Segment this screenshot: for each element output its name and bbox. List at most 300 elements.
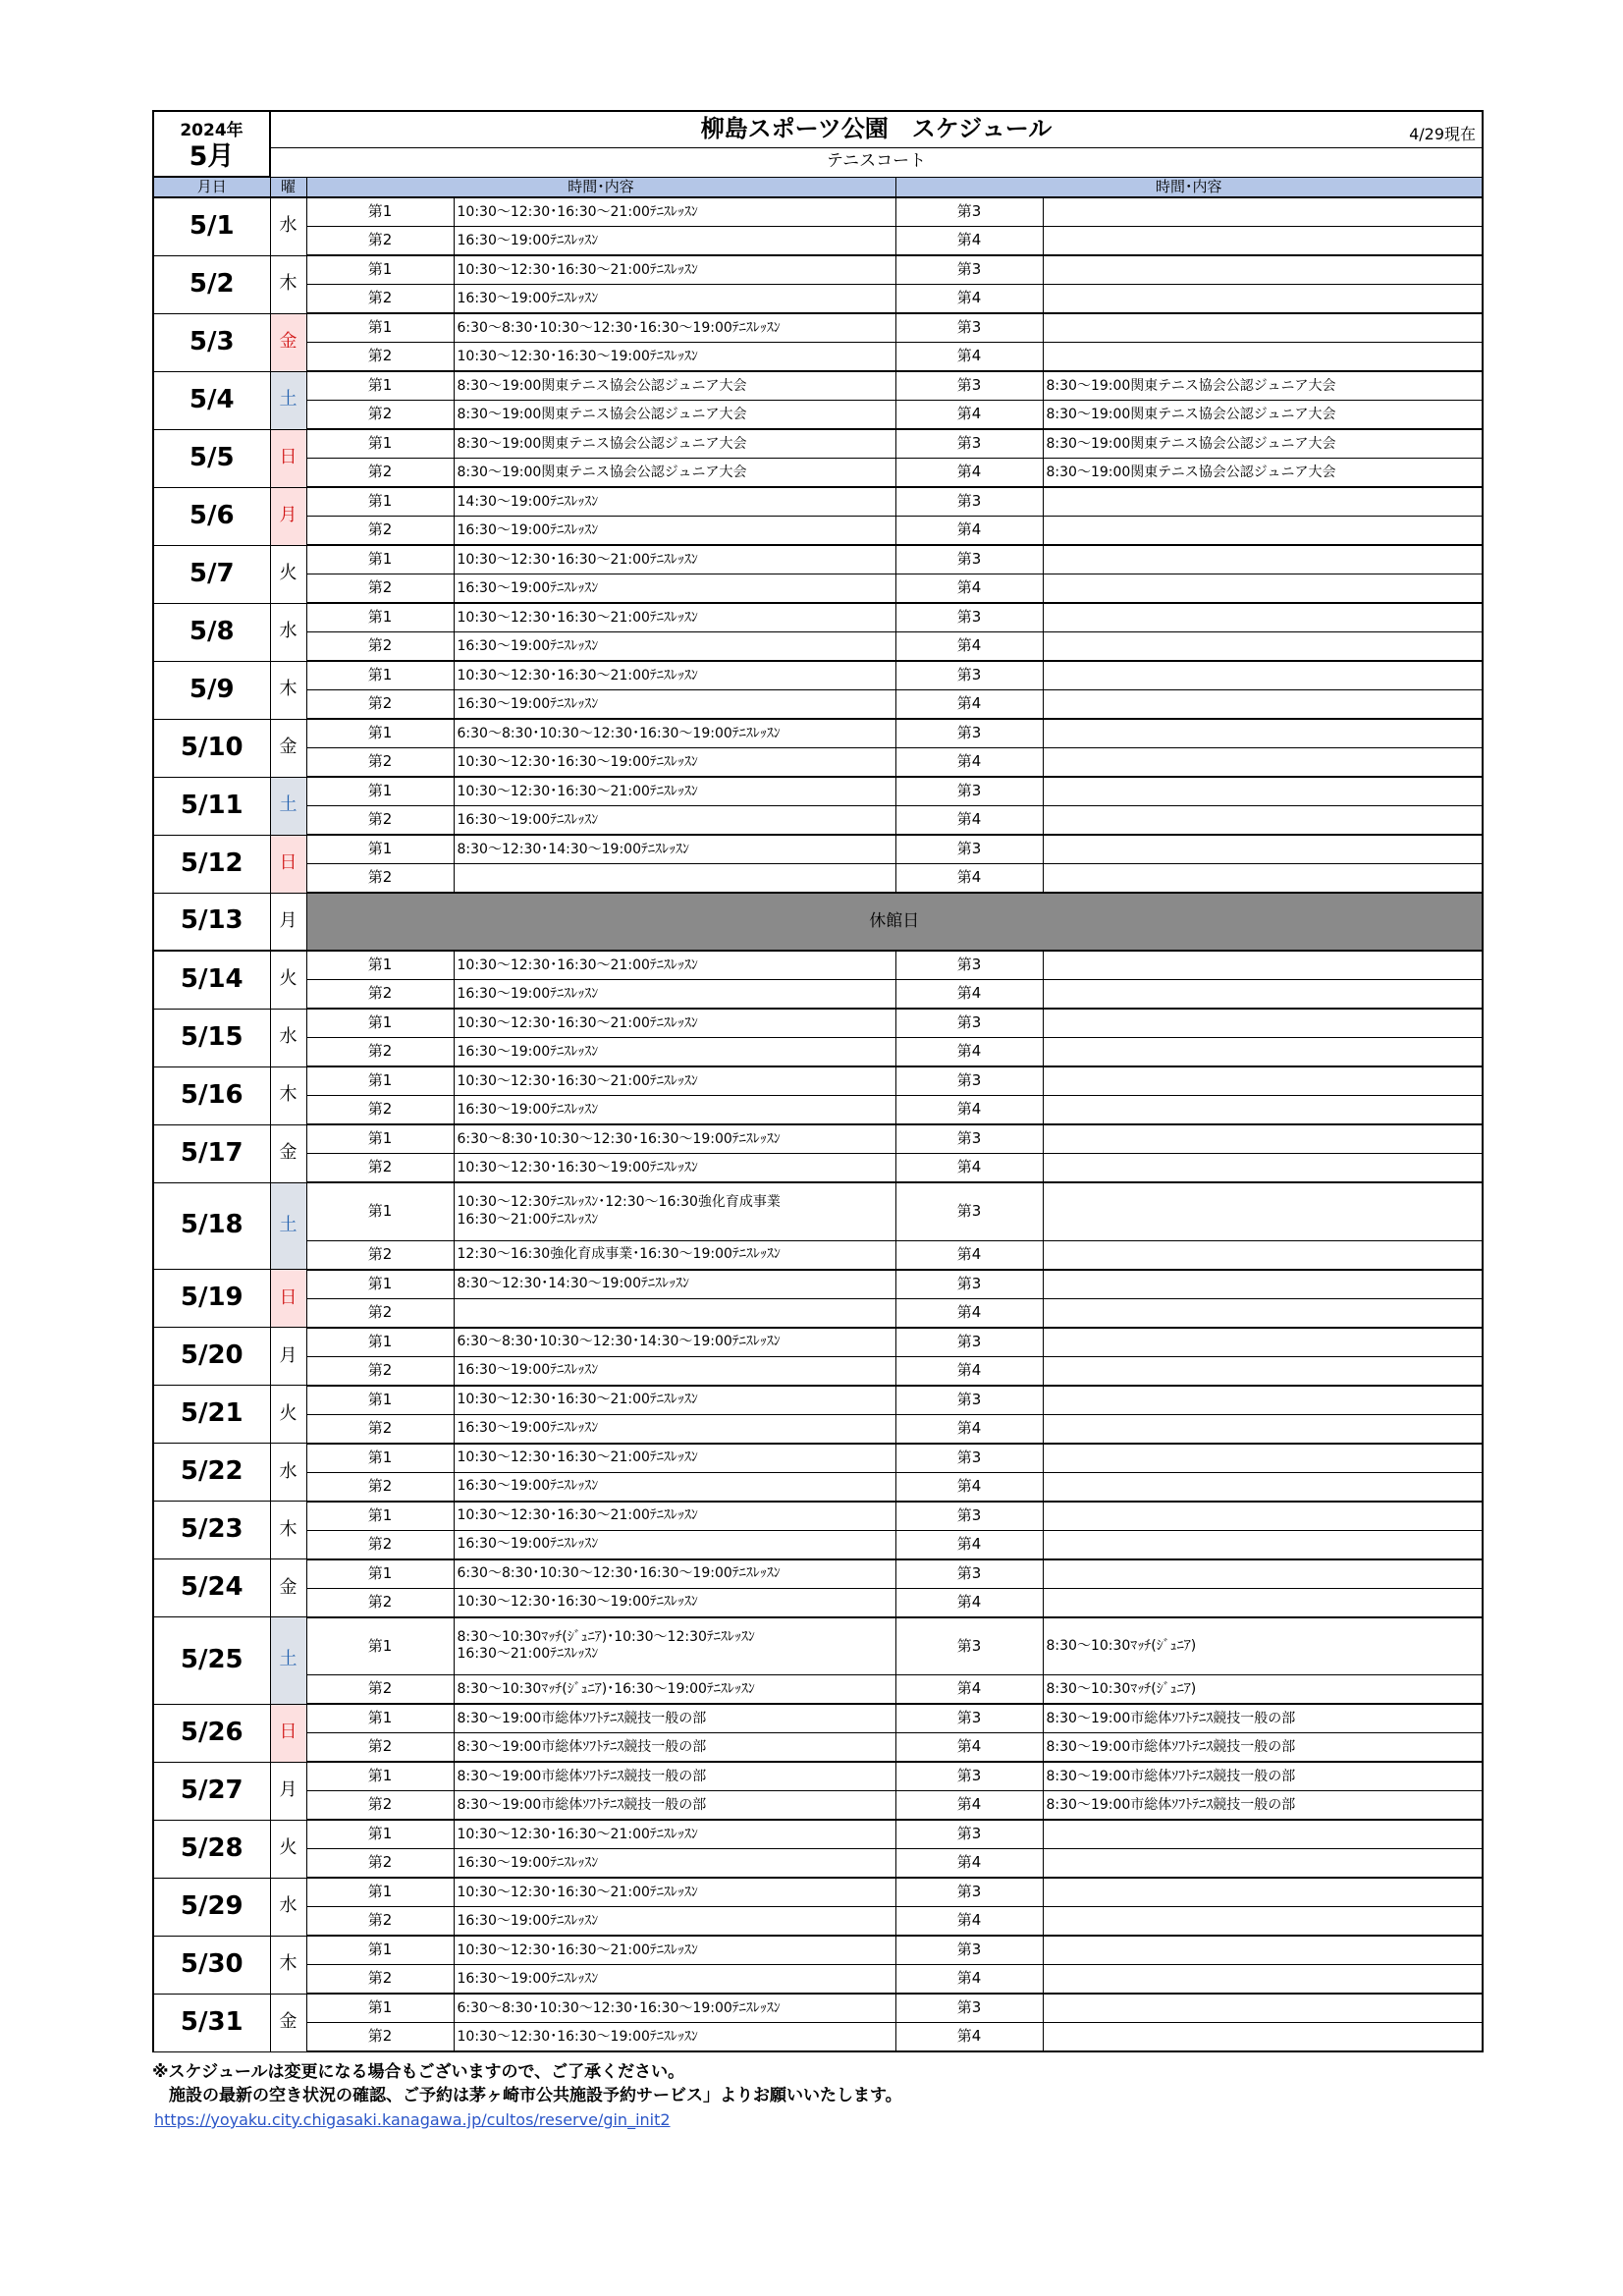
court-label: 第4 <box>895 980 1043 1010</box>
court-2-schedule: 16:30～19:00ﾃﾆｽﾚｯｽﾝ <box>454 285 895 314</box>
table-row <box>153 1154 1483 1183</box>
day-date: 5/26 <box>153 1704 270 1762</box>
day-date: 5/9 <box>153 661 270 719</box>
court-label: 第4 <box>895 1356 1043 1386</box>
court-3-schedule <box>1043 951 1483 980</box>
day-of-week: 土 <box>270 371 306 429</box>
court-3-schedule: 8:30～19:00関東テニス協会公認ジュニア大会 <box>1043 429 1483 459</box>
court-label: 第3 <box>895 1124 1043 1154</box>
court-label: 第3 <box>895 1820 1043 1849</box>
day-date: 5/22 <box>153 1444 270 1502</box>
table-row <box>153 429 1483 459</box>
table-row <box>153 1328 1483 1357</box>
court-1-schedule: 10:30～12:30･16:30～21:00ﾃﾆｽﾚｯｽﾝ <box>454 777 895 806</box>
court-4-schedule <box>1043 517 1483 546</box>
table-row <box>153 459 1483 488</box>
court-label: 第3 <box>895 1704 1043 1733</box>
court-4-schedule <box>1043 1154 1483 1183</box>
day-of-week: 木 <box>270 661 306 719</box>
day-date: 5/8 <box>153 603 270 661</box>
court-4-schedule <box>1043 1038 1483 1067</box>
table-row <box>153 1762 1483 1791</box>
day-of-week: 水 <box>270 1444 306 1502</box>
court-label: 第2 <box>306 748 454 778</box>
day-date: 5/30 <box>153 1936 270 1994</box>
court-label: 第1 <box>306 777 454 806</box>
court-1-schedule: 10:30～12:30･16:30～21:00ﾃﾆｽﾚｯｽﾝ <box>454 1936 895 1965</box>
court-label: 第2 <box>306 1472 454 1502</box>
court-label: 第4 <box>895 1240 1043 1270</box>
court-4-schedule <box>1043 574 1483 604</box>
court-2-schedule: 8:30～19:00関東テニス協会公認ジュニア大会 <box>454 459 895 488</box>
day-of-week: 木 <box>270 255 306 313</box>
table-row <box>153 313 1483 343</box>
court-1-schedule: 8:30～12:30･14:30～19:00ﾃﾆｽﾚｯｽﾝ <box>454 835 895 864</box>
schedule-sheet <box>152 110 1482 2052</box>
court-4-schedule <box>1043 1298 1483 1328</box>
court-1-schedule: 10:30～12:30･16:30～21:00ﾃﾆｽﾚｯｽﾝ <box>454 1066 895 1096</box>
day-date: 5/24 <box>153 1559 270 1617</box>
day-of-week: 金 <box>270 313 306 371</box>
court-1-schedule: 10:30～12:30･16:30～21:00ﾃﾆｽﾚｯｽﾝ <box>454 1878 895 1907</box>
court-2-schedule: 16:30～19:00ﾃﾆｽﾚｯｽﾝ <box>454 980 895 1010</box>
court-label: 第2 <box>306 459 454 488</box>
court-label: 第2 <box>306 864 454 894</box>
court-label: 第1 <box>306 1559 454 1589</box>
court-label: 第2 <box>306 1965 454 1995</box>
day-of-week: 水 <box>270 1878 306 1936</box>
court-4-schedule <box>1043 980 1483 1010</box>
day-date: 5/18 <box>153 1182 270 1270</box>
court-1-schedule: 10:30～12:30･16:30～21:00ﾃﾆｽﾚｯｽﾝ <box>454 951 895 980</box>
court-label: 第2 <box>306 1096 454 1125</box>
court-label: 第2 <box>306 343 454 372</box>
day-of-week: 月 <box>270 487 306 545</box>
day-of-week: 木 <box>270 1936 306 1994</box>
court-3-schedule <box>1043 255 1483 285</box>
court-label: 第1 <box>306 1502 454 1531</box>
court-3-schedule <box>1043 545 1483 574</box>
court-2-schedule: 16:30～19:00ﾃﾆｽﾚｯｽﾝ <box>454 1414 895 1444</box>
court-4-schedule <box>1043 227 1483 256</box>
day-of-week: 水 <box>270 1009 306 1066</box>
day-of-week: 木 <box>270 1066 306 1124</box>
table-row <box>153 1356 1483 1386</box>
day-of-week: 金 <box>270 1994 306 2051</box>
court-4-schedule <box>1043 748 1483 778</box>
notes <box>152 2060 902 2107</box>
court-label: 第4 <box>895 1414 1043 1444</box>
court-label: 第2 <box>306 632 454 662</box>
court-label: 第1 <box>306 255 454 285</box>
table-row <box>153 1965 1483 1995</box>
court-1-schedule: 6:30～8:30･10:30～12:30･16:30～19:00ﾃﾆｽﾚｯｽﾝ <box>454 719 895 748</box>
court-label: 第1 <box>306 1386 454 1415</box>
table-row <box>153 1270 1483 1299</box>
court-1-schedule: 6:30～8:30･10:30～12:30･16:30～19:00ﾃﾆｽﾚｯｽﾝ <box>454 1994 895 2023</box>
court-1-schedule: 10:30～12:30･16:30～21:00ﾃﾆｽﾚｯｽﾝ <box>454 1502 895 1531</box>
court-4-schedule: 8:30～19:00関東テニス協会公認ジュニア大会 <box>1043 459 1483 488</box>
day-of-week: 月 <box>270 893 306 951</box>
day-of-week: 土 <box>270 1617 306 1705</box>
court-label: 第1 <box>306 1328 454 1357</box>
court-3-schedule <box>1043 1444 1483 1473</box>
court-4-schedule <box>1043 1849 1483 1879</box>
col-header-content-right: 時間･内容 <box>895 177 1483 197</box>
court-1-schedule: 10:30～12:30･16:30～21:00ﾃﾆｽﾚｯｽﾝ <box>454 1444 895 1473</box>
court-2-schedule: 16:30～19:00ﾃﾆｽﾚｯｽﾝ <box>454 517 895 546</box>
col-header-date: 月日 <box>153 177 270 197</box>
table-row <box>153 1675 1483 1705</box>
court-label: 第2 <box>306 1733 454 1763</box>
court-2-schedule: 16:30～19:00ﾃﾆｽﾚｯｽﾝ <box>454 632 895 662</box>
court-label: 第1 <box>306 603 454 632</box>
day-date: 5/13 <box>153 893 270 951</box>
year-month-cell <box>153 111 270 177</box>
court-2-schedule: 16:30～19:00ﾃﾆｽﾚｯｽﾝ <box>454 574 895 604</box>
court-label: 第3 <box>895 255 1043 285</box>
note-line-2: 施設の最新の空き状況の確認、ご予約は茅ヶ崎市公共施設予約サービス」よりお願いいたします。 <box>152 2086 902 2105</box>
court-label: 第4 <box>895 806 1043 836</box>
court-label: 第1 <box>306 487 454 517</box>
table-row <box>153 1530 1483 1559</box>
court-2-schedule: 16:30～19:00ﾃﾆｽﾚｯｽﾝ <box>454 690 895 720</box>
table-row <box>153 1994 1483 2023</box>
court-2-schedule <box>454 1298 895 1328</box>
court-label: 第4 <box>895 632 1043 662</box>
court-2-schedule: 10:30～12:30･16:30～19:00ﾃﾆｽﾚｯｽﾝ <box>454 748 895 778</box>
court-1-schedule: 6:30～8:30･10:30～12:30･16:30～19:00ﾃﾆｽﾚｯｽﾝ <box>454 313 895 343</box>
court-4-schedule <box>1043 1240 1483 1270</box>
court-2-schedule: 16:30～19:00ﾃﾆｽﾚｯｽﾝ <box>454 1965 895 1995</box>
court-label: 第4 <box>895 574 1043 604</box>
table-row <box>153 1298 1483 1328</box>
table-row <box>153 1559 1483 1589</box>
court-label: 第3 <box>895 1009 1043 1038</box>
table-row <box>153 2023 1483 2052</box>
court-label: 第1 <box>306 429 454 459</box>
table-row <box>153 1096 1483 1125</box>
court-label: 第1 <box>306 197 454 227</box>
court-label: 第1 <box>306 1762 454 1791</box>
court-label: 第1 <box>306 1124 454 1154</box>
court-label: 第3 <box>895 1386 1043 1415</box>
day-date: 5/10 <box>153 719 270 777</box>
day-date: 5/1 <box>153 197 270 255</box>
table-row <box>153 632 1483 662</box>
day-date: 5/11 <box>153 777 270 835</box>
court-label: 第2 <box>306 1356 454 1386</box>
court-label: 第3 <box>895 835 1043 864</box>
court-1-schedule: 6:30～8:30･10:30～12:30･14:30～19:00ﾃﾆｽﾚｯｽﾝ <box>454 1328 895 1357</box>
court-label: 第1 <box>306 1820 454 1849</box>
court-2-schedule: 16:30～19:00ﾃﾆｽﾚｯｽﾝ <box>454 1096 895 1125</box>
court-3-schedule <box>1043 1820 1483 1849</box>
table-row <box>153 1182 1483 1240</box>
note-line-1: ※スケジュールは変更になる場合もございますので、ご了承ください。 <box>152 2062 685 2082</box>
court-label: 第1 <box>306 1270 454 1299</box>
court-label: 第3 <box>895 1502 1043 1531</box>
court-label: 第2 <box>306 690 454 720</box>
court-label: 第2 <box>306 1675 454 1705</box>
court-4-schedule: 8:30～19:00関東テニス協会公認ジュニア大会 <box>1043 401 1483 430</box>
table-row <box>153 603 1483 632</box>
court-label: 第3 <box>895 719 1043 748</box>
table-row <box>153 197 1483 227</box>
court-label: 第1 <box>306 835 454 864</box>
day-of-week: 火 <box>270 545 306 603</box>
court-1-schedule: 14:30～19:00ﾃﾆｽﾚｯｽﾝ <box>454 487 895 517</box>
court-label: 第4 <box>895 1849 1043 1879</box>
court-label: 第2 <box>306 1907 454 1937</box>
page-title-cell <box>270 111 1483 147</box>
month-label: 5月 <box>189 140 235 172</box>
court-3-schedule <box>1043 1559 1483 1589</box>
day-date: 5/31 <box>153 1994 270 2051</box>
court-3-schedule <box>1043 1994 1483 2023</box>
court-4-schedule <box>1043 1530 1483 1559</box>
table-row <box>153 1791 1483 1821</box>
court-3-schedule <box>1043 1328 1483 1357</box>
as-of-date: 4/29現在 <box>1409 125 1476 144</box>
day-date: 5/5 <box>153 429 270 487</box>
court-label: 第4 <box>895 1965 1043 1995</box>
table-row <box>153 719 1483 748</box>
court-4-schedule: 8:30～19:00市総体ｿﾌﾄﾃﾆｽ競技一般の部 <box>1043 1733 1483 1763</box>
court-2-schedule: 16:30～19:00ﾃﾆｽﾚｯｽﾝ <box>454 1907 895 1937</box>
court-label: 第4 <box>895 517 1043 546</box>
court-label: 第2 <box>306 401 454 430</box>
court-3-schedule <box>1043 1878 1483 1907</box>
court-label: 第4 <box>895 1791 1043 1821</box>
court-1-schedule: 8:30～19:00市総体ｿﾌﾄﾃﾆｽ競技一般の部 <box>454 1704 895 1733</box>
table-row <box>153 1038 1483 1067</box>
court-1-schedule: 10:30～12:30ﾃﾆｽﾚｯｽﾝ･12:30～16:30強化育成事業 16:30～21:00ﾃﾆｽﾚｯｽﾝ <box>454 1182 895 1240</box>
court-2-schedule <box>454 864 895 894</box>
day-of-week: 日 <box>270 1704 306 1762</box>
court-label: 第2 <box>306 285 454 314</box>
court-label: 第3 <box>895 777 1043 806</box>
court-label: 第3 <box>895 545 1043 574</box>
table-row <box>153 835 1483 864</box>
court-3-schedule <box>1043 487 1483 517</box>
court-label: 第4 <box>895 2023 1043 2052</box>
court-3-schedule <box>1043 197 1483 227</box>
court-1-schedule: 6:30～8:30･10:30～12:30･16:30～19:00ﾃﾆｽﾚｯｽﾝ <box>454 1559 895 1589</box>
court-1-schedule: 6:30～8:30･10:30～12:30･16:30～19:00ﾃﾆｽﾚｯｽﾝ <box>454 1124 895 1154</box>
court-1-schedule: 10:30～12:30･16:30～21:00ﾃﾆｽﾚｯｽﾝ <box>454 545 895 574</box>
court-label: 第3 <box>895 1444 1043 1473</box>
court-label: 第4 <box>895 1154 1043 1183</box>
day-date: 5/12 <box>153 835 270 893</box>
court-2-schedule: 8:30～19:00市総体ｿﾌﾄﾃﾆｽ競技一般の部 <box>454 1733 895 1763</box>
court-4-schedule <box>1043 1356 1483 1386</box>
day-of-week: 金 <box>270 1559 306 1617</box>
table-row <box>153 777 1483 806</box>
court-label: 第3 <box>895 1559 1043 1589</box>
court-label: 第1 <box>306 1617 454 1675</box>
court-label: 第3 <box>895 1617 1043 1675</box>
year-label: 2024年 <box>180 121 243 141</box>
table-row <box>153 951 1483 980</box>
reservation-link[interactable]: https://yoyaku.city.chigasaki.kanagawa.jp/cultos/reserve/gin_init2 <box>154 2110 671 2129</box>
court-label: 第2 <box>306 574 454 604</box>
schedule-table <box>152 110 1484 2052</box>
table-row <box>153 661 1483 690</box>
day-of-week: 土 <box>270 1182 306 1270</box>
day-of-week: 火 <box>270 1820 306 1878</box>
court-label: 第1 <box>306 1936 454 1965</box>
court-2-schedule: 10:30～12:30･16:30～19:00ﾃﾆｽﾚｯｽﾝ <box>454 343 895 372</box>
court-label: 第3 <box>895 313 1043 343</box>
table-row <box>153 1936 1483 1965</box>
court-2-schedule: 16:30～19:00ﾃﾆｽﾚｯｽﾝ <box>454 1530 895 1559</box>
schedule-body <box>153 197 1483 2051</box>
court-label: 第2 <box>306 1530 454 1559</box>
table-row <box>153 1124 1483 1154</box>
court-3-schedule <box>1043 719 1483 748</box>
court-3-schedule: 8:30～19:00関東テニス協会公認ジュニア大会 <box>1043 371 1483 401</box>
court-4-schedule: 8:30～10:30ﾏｯﾁ(ｼﾞｭﾆｱ) <box>1043 1675 1483 1705</box>
table-row <box>153 1066 1483 1096</box>
day-of-week: 土 <box>270 777 306 835</box>
col-header-dow: 曜 <box>270 177 306 197</box>
court-4-schedule <box>1043 285 1483 314</box>
day-date: 5/4 <box>153 371 270 429</box>
court-4-schedule: 8:30～19:00市総体ｿﾌﾄﾃﾆｽ競技一般の部 <box>1043 1791 1483 1821</box>
court-label: 第1 <box>306 719 454 748</box>
court-label: 第4 <box>895 1907 1043 1937</box>
col-header-content-left: 時間･内容 <box>306 177 895 197</box>
court-label: 第1 <box>306 661 454 690</box>
court-3-schedule <box>1043 313 1483 343</box>
day-of-week: 金 <box>270 719 306 777</box>
court-label: 第2 <box>306 1038 454 1067</box>
court-label: 第3 <box>895 1270 1043 1299</box>
court-4-schedule <box>1043 1907 1483 1937</box>
court-label: 第4 <box>895 1675 1043 1705</box>
court-3-schedule: 8:30～19:00市総体ｿﾌﾄﾃﾆｽ競技一般の部 <box>1043 1762 1483 1791</box>
day-of-week: 金 <box>270 1124 306 1182</box>
court-label: 第4 <box>895 227 1043 256</box>
court-label: 第3 <box>895 1182 1043 1240</box>
day-of-week: 日 <box>270 835 306 893</box>
table-row <box>153 1502 1483 1531</box>
court-label: 第4 <box>895 1472 1043 1502</box>
day-of-week: 水 <box>270 603 306 661</box>
day-date: 5/20 <box>153 1328 270 1386</box>
court-3-schedule <box>1043 1066 1483 1096</box>
day-date: 5/17 <box>153 1124 270 1182</box>
court-label: 第1 <box>306 1009 454 1038</box>
table-row <box>153 1009 1483 1038</box>
court-4-schedule <box>1043 1965 1483 1995</box>
court-label: 第1 <box>306 1066 454 1096</box>
table-row <box>153 1414 1483 1444</box>
closed-day-label: 休館日 <box>306 893 1483 951</box>
court-label: 第3 <box>895 1994 1043 2023</box>
court-label: 第3 <box>895 1878 1043 1907</box>
table-row <box>153 574 1483 604</box>
day-date: 5/16 <box>153 1066 270 1124</box>
day-of-week: 水 <box>270 197 306 255</box>
court-4-schedule <box>1043 1096 1483 1125</box>
court-label: 第3 <box>895 951 1043 980</box>
court-label: 第1 <box>306 1182 454 1240</box>
court-4-schedule <box>1043 2023 1483 2052</box>
day-of-week: 火 <box>270 951 306 1009</box>
court-2-schedule: 8:30～10:30ﾏｯﾁ(ｼﾞｭﾆｱ)･16:30～19:00ﾃﾆｽﾚｯｽﾝ <box>454 1675 895 1705</box>
table-row <box>153 1849 1483 1879</box>
court-label: 第2 <box>306 1849 454 1879</box>
court-3-schedule <box>1043 1502 1483 1531</box>
court-label: 第4 <box>895 1298 1043 1328</box>
court-label: 第4 <box>895 1530 1043 1559</box>
day-date: 5/25 <box>153 1617 270 1705</box>
court-label: 第2 <box>306 1414 454 1444</box>
table-row <box>153 1386 1483 1415</box>
court-label: 第2 <box>306 2023 454 2052</box>
court-3-schedule: 8:30～19:00市総体ｿﾌﾄﾃﾆｽ競技一般の部 <box>1043 1704 1483 1733</box>
court-2-schedule: 16:30～19:00ﾃﾆｽﾚｯｽﾝ <box>454 1849 895 1879</box>
day-date: 5/15 <box>153 1009 270 1066</box>
court-2-schedule: 12:30～16:30強化育成事業･16:30～19:00ﾃﾆｽﾚｯｽﾝ <box>454 1240 895 1270</box>
table-row <box>153 1240 1483 1270</box>
court-label: 第4 <box>895 864 1043 894</box>
court-3-schedule <box>1043 1386 1483 1415</box>
day-date: 5/27 <box>153 1762 270 1820</box>
court-label: 第2 <box>306 980 454 1010</box>
court-3-schedule <box>1043 835 1483 864</box>
court-4-schedule <box>1043 1472 1483 1502</box>
court-1-schedule: 10:30～12:30･16:30～21:00ﾃﾆｽﾚｯｽﾝ <box>454 661 895 690</box>
day-date: 5/14 <box>153 951 270 1009</box>
court-label: 第2 <box>306 227 454 256</box>
court-label: 第4 <box>895 1733 1043 1763</box>
court-label: 第2 <box>306 806 454 836</box>
court-2-schedule: 16:30～19:00ﾃﾆｽﾚｯｽﾝ <box>454 227 895 256</box>
court-4-schedule <box>1043 343 1483 372</box>
court-3-schedule: 8:30～10:30ﾏｯﾁ(ｼﾞｭﾆｱ) <box>1043 1617 1483 1675</box>
court-2-schedule: 16:30～19:00ﾃﾆｽﾚｯｽﾝ <box>454 1356 895 1386</box>
table-row <box>153 487 1483 517</box>
court-label: 第3 <box>895 1066 1043 1096</box>
table-row <box>153 401 1483 430</box>
court-2-schedule: 16:30～19:00ﾃﾆｽﾚｯｽﾝ <box>454 1038 895 1067</box>
table-row <box>153 371 1483 401</box>
court-2-schedule: 16:30～19:00ﾃﾆｽﾚｯｽﾝ <box>454 806 895 836</box>
table-row <box>153 1907 1483 1937</box>
court-label: 第1 <box>306 545 454 574</box>
table-row <box>153 1617 1483 1675</box>
table-row <box>153 343 1483 372</box>
court-label: 第3 <box>895 1762 1043 1791</box>
court-4-schedule <box>1043 1414 1483 1444</box>
court-label: 第2 <box>306 1154 454 1183</box>
facility-name: テニスコート <box>270 147 1483 177</box>
court-label: 第1 <box>306 1704 454 1733</box>
court-1-schedule: 8:30～10:30ﾏｯﾁ(ｼﾞｭﾆｱ)･10:30～12:30ﾃﾆｽﾚｯｽﾝ 16:30～21:00ﾃﾆｽﾚｯｽﾝ <box>454 1617 895 1675</box>
court-1-schedule: 10:30～12:30･16:30～21:00ﾃﾆｽﾚｯｽﾝ <box>454 1009 895 1038</box>
day-of-week: 月 <box>270 1762 306 1820</box>
day-date: 5/21 <box>153 1386 270 1444</box>
day-date: 5/23 <box>153 1502 270 1559</box>
table-row <box>153 806 1483 836</box>
court-label: 第1 <box>306 951 454 980</box>
court-label: 第1 <box>306 1878 454 1907</box>
court-label: 第2 <box>306 1588 454 1617</box>
court-label: 第4 <box>895 690 1043 720</box>
